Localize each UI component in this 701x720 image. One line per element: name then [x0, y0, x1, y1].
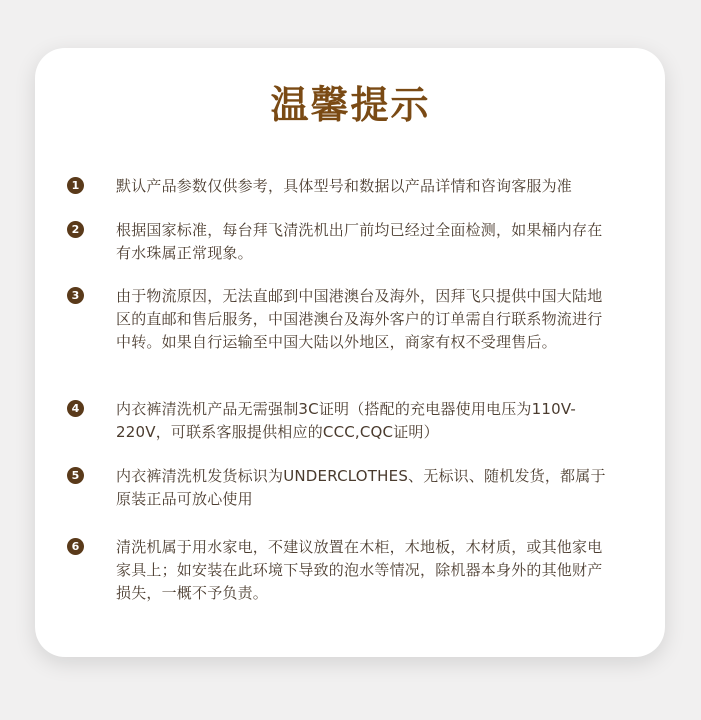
notice-text-2: 根据国家标准，每台拜飞清洗机出厂前均已经过全面检测，如果桶内存在有水珠属正常现象。: [116, 221, 603, 262]
number-badge-6: 6: [67, 538, 84, 555]
notice-text-6: 清洗机属于用水家电，不建议放置在木柜，木地板，木材质，或其他家电家具上；如安装在此环境下导致的泡水等情况，除机器本身外的其他财产损失，一概不予负责。: [116, 538, 603, 602]
number-badge-4: 4: [67, 400, 84, 417]
page-title: 温馨提示: [270, 82, 431, 127]
notice-text-3: 由于物流原因，无法直邮到中国港澳台及海外，因拜飞只提供中国大陆地区的直邮和售后服务，中国港澳台及海外客户的订单需自行联系物流进行中转。如果自行运输至中国大陆以外地区，商家有权不受理售后。: [116, 287, 603, 351]
number-badge-1: 1: [67, 177, 84, 194]
number-badge-2: 2: [67, 221, 84, 238]
notice-text-4: 内衣裤清洗机产品无需强制3C证明（搭配的充电器使用电压为110V-220V，可联系客服提供相应的CCC,CQC证明）: [116, 400, 577, 441]
number-badge-5: 5: [67, 467, 84, 484]
notice-text-5: 内衣裤清洗机发货标识为UNDERCLOTHES、无标识、随机发货，都属于原装正品可放心使用: [116, 467, 606, 508]
number-badge-3: 3: [67, 287, 84, 304]
notice-text-1: 默认产品参数仅供参考，具体型号和数据以产品详情和咨询客服为准: [116, 177, 573, 195]
